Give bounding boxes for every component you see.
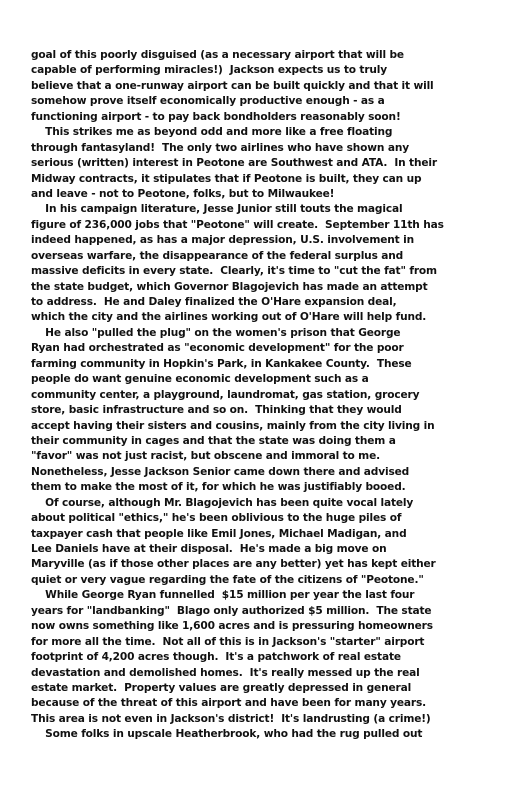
- text-line: Some folks in upscale Heatherbrook, who had the rug pulled out: [31, 728, 423, 741]
- text-line: Maryville (as if those other places are any better) yet has kept either: [31, 558, 436, 571]
- text-line: store, basic infrastructure and so on. Thinking that they would: [31, 404, 402, 417]
- text-line: quiet or very vague regarding the fate of the citizens of "Peotone.": [31, 573, 424, 586]
- text-line: This strikes me as beyond odd and more like a free floating: [31, 126, 393, 139]
- text-line: This area is not even in Jackson's district! It's landrusting (a crime!): [31, 712, 431, 725]
- text-line: While George Ryan funnelled $15 million per year the last four: [31, 589, 415, 602]
- text-line: to address. He and Daley finalized the O'Hare expansion deal,: [31, 296, 397, 308]
- text-line: In his campaign literature, Jesse Junior still touts the magical: [31, 203, 403, 216]
- text-line: their community in cages and that the state was doing them a: [31, 434, 396, 447]
- text-line: and leave - not to Peotone, folks, but to Milwaukee!: [31, 187, 335, 200]
- text-line: community center, a playground, laundromat, gas station, grocery: [31, 388, 420, 401]
- text-line: indeed happened, as has a major depression, U.S. involvement in: [31, 234, 414, 247]
- text-line: the state budget, which Governor Blagojevich has made an attempt: [31, 280, 428, 293]
- text-line: people do want genuine economic development such as a: [31, 373, 369, 386]
- text-line: functioning airport - to pay back bondholders reasonably soon!: [31, 110, 401, 123]
- text-line: because of the threat of this airport and have been for many years.: [31, 697, 427, 710]
- text-line: Midway contracts, it stipulates that if Peotone is built, they can up: [31, 172, 422, 185]
- text-line: "favor" was not just racist, but obscene and immoral to me.: [31, 450, 380, 463]
- text-line: somehow prove itself economically productive enough - as a: [31, 95, 385, 108]
- text-line: devastation and demolished homes. It's really messed up the real: [31, 666, 420, 679]
- text-line: years for "landbanking" Blago only authorized $5 million. The state: [31, 604, 432, 617]
- text-line: overseas warfare, the disappearance of the federal surplus and: [31, 249, 404, 262]
- text-line: which the city and the airlines working out of O'Hare will help fund.: [31, 311, 427, 324]
- text-line: massive deficits in every state. Clearly, it's time to "cut the fat" from: [31, 265, 437, 278]
- text-line: goal of this poorly disguised (as a necessary airport that will be: [31, 49, 404, 61]
- text-line: estate market. Property values are greatly depressed in general: [31, 681, 412, 694]
- text-line: about political "ethics," he's been oblivious to the huge piles of: [31, 512, 402, 525]
- text-line: footprint of 4,200 acres though. It's a patchwork of real estate: [31, 651, 401, 664]
- text-line: Nonetheless, Jesse Jackson Senior came down there and advised: [31, 465, 410, 478]
- text-line: Lee Daniels have at their disposal. He's made a big move on: [31, 543, 387, 555]
- body-text: [31, 48, 499, 743]
- text-line: now owns something like 1,600 acres and is pressuring homeowners: [31, 620, 433, 633]
- text-line: taxpayer cash that people like Emil Jones, Michael Madigan, and: [31, 527, 407, 540]
- text-line: He also "pulled the plug" on the women's prison that George: [31, 326, 401, 339]
- text-line: believe that a one-runway airport can be built quickly and that it will: [31, 79, 434, 92]
- text-line: serious (written) interest in Peotone are Southwest and ATA. In their: [31, 157, 437, 170]
- text-line: figure of 236,000 jobs that "Peotone" will create. September 11th has: [31, 218, 444, 231]
- text-line: capable of performing miracles!) Jackson expects us to truly: [31, 64, 388, 77]
- text-line: Ryan had orchestrated as "economic development" for the poor: [31, 342, 404, 355]
- text-line: accept having their sisters and cousins, mainly from the city living in: [31, 419, 435, 432]
- text-line: them to make the most of it, for which he was justifiably booed.: [31, 481, 406, 494]
- text-line: Of course, although Mr. Blagojevich has been quite vocal lately: [31, 496, 414, 509]
- text-line: through fantasyland! The only two airlines who have shown any: [31, 141, 409, 154]
- text-line: for more all the time. Not all of this is in Jackson's "starter" airport: [31, 635, 425, 648]
- text-line: farming community in Hopkin's Park, in Kankakee County. These: [31, 357, 412, 370]
